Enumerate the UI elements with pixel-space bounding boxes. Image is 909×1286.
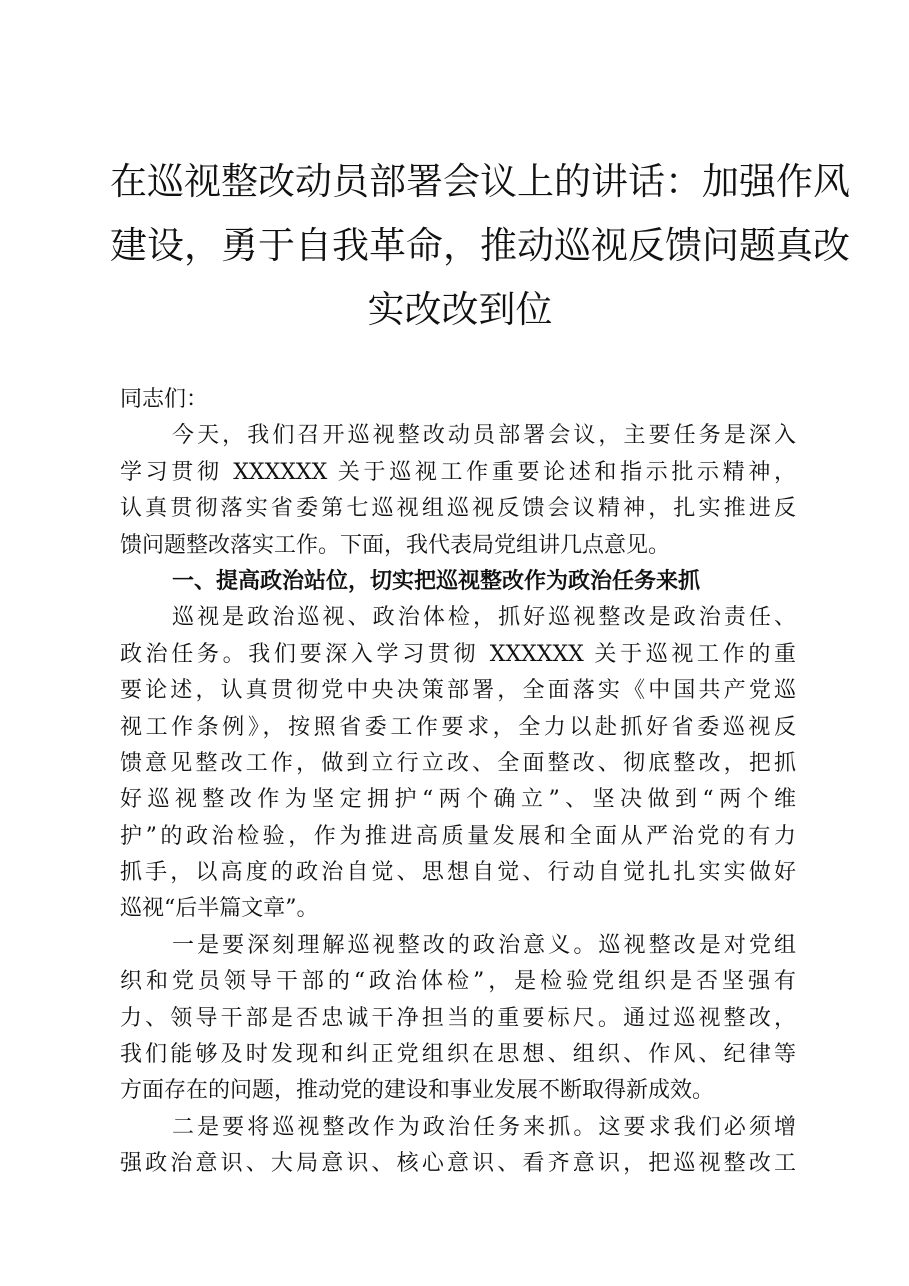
section-heading: 一、提高政治站位，切实把巡视整改作为政治任务来抓: [172, 568, 701, 594]
paragraph-line: 力、领导干部是否忠诚干净担当的重要标尺。通过巡视整改，: [120, 1005, 796, 1031]
title-line: 在巡视整改动员部署会议上的讲话：加强作风: [110, 160, 850, 203]
paragraph-line: 馈意见整改工作，做到立行立改、全面整改、彻底整改，把抓: [120, 750, 796, 776]
paragraph-line: 织和党员领导干部的“政治体检”，是检验党组织是否坚强有: [120, 969, 796, 995]
paragraph-line: 强政治意识、大局意识、核心意识、看齐意识，把巡视整改工: [120, 1151, 796, 1177]
title-line: 建设，勇于自我革命，推动巡视反馈问题真改: [110, 224, 850, 267]
intro-line: 认真贯彻落实省委第七巡视组巡视反馈会议精神，扎实推进反: [120, 496, 796, 522]
paragraph-line: 巡视“后半篇文章”。: [120, 896, 319, 922]
paragraph-line: 方面存在的问题，推动党的建设和事业发展不断取得新成效。: [120, 1078, 715, 1104]
paragraph-line: 政治任务。我们要深入学习贯彻 XXXXXX 关于巡视工作的重: [120, 641, 796, 667]
paragraph-line: 二是要将巡视整改作为政治任务来抓。这要求我们必须增: [172, 1114, 796, 1140]
intro-line: 学习贯彻 XXXXXX 关于巡视工作重要论述和指示批示精神，: [120, 459, 796, 485]
document-title: [110, 150, 850, 342]
paragraph-line: 要论述，认真贯彻党中央决策部署，全面落实《中国共产党巡: [120, 678, 796, 704]
salutation: 同志们：: [120, 387, 209, 412]
paragraph-line: 巡视是政治巡视、政治体检，抓好巡视整改是政治责任、: [172, 605, 796, 631]
paragraph-line: 好巡视整改作为坚定拥护“两个确立”、坚决做到“两个维: [120, 787, 796, 813]
document-body: [120, 382, 796, 1183]
paragraph-line: 一是要深刻理解巡视整改的政治意义。巡视整改是对党组: [172, 932, 796, 958]
paragraph-line: 护”的政治检验，作为推进高质量发展和全面从严治党的有力: [120, 823, 796, 849]
paragraph-line: 视工作条例》，按照省委工作要求，全力以赴抓好省委巡视反: [120, 714, 796, 740]
title-line: 实改改到位: [367, 288, 553, 331]
intro-line: 馈问题整改落实工作。下面，我代表局党组讲几点意见。: [120, 532, 671, 558]
paragraph-line: 我们能够及时发现和纠正党组织在思想、组织、作风、纪律等: [120, 1042, 796, 1068]
intro-line: 今天，我们召开巡视整改动员部署会议，主要任务是深入: [172, 423, 796, 449]
paragraph-line: 抓手，以高度的政治自觉、思想自觉、行动自觉扎扎实实做好: [120, 860, 796, 886]
